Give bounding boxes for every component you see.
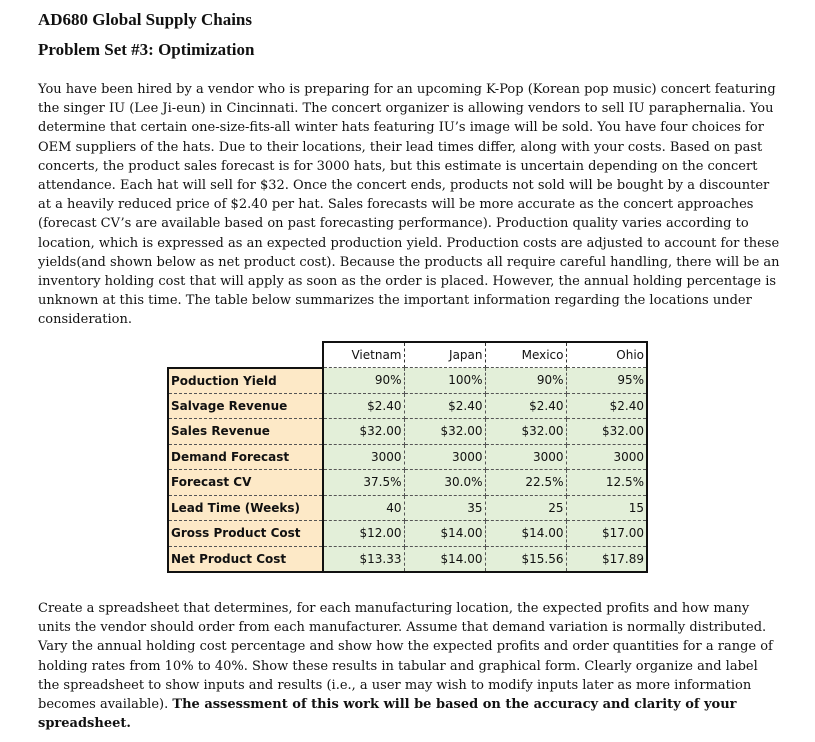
table-cell: 3000	[323, 444, 404, 470]
table-body	[168, 368, 647, 572]
table-cell: 37.5%	[323, 470, 404, 496]
table-cell: 12.5%	[566, 470, 647, 496]
table-cell: $17.89	[566, 546, 647, 572]
column-header-ohio: Ohio	[566, 342, 647, 368]
row-label: Forecast CV	[168, 470, 323, 496]
document-title: AD680 Global Supply Chains	[38, 10, 252, 29]
table-cell: 90%	[323, 368, 404, 394]
table-row	[168, 444, 647, 470]
row-label: Poduction Yield	[168, 368, 323, 394]
intro-paragraph: You have been hired by a vendor who is preparing for an upcoming K-Pop (Korean pop music) concert featuring the singer IU (Lee Ji-eun) in Cincinnati. The concert organizer is allowing vendors to sell IU paraphernalia. You determine that certain one-size-fits-all winter hats featuring IU’s image will be sold. You have four choices for OEM suppliers of the hats. Due to their locations, their lead times differ, along with your costs. Based on past concerts, the product sales forecast is for 3000 hats, but this estimate is uncertain depending on the concert attendance. Each hat will sell for $32. Once the concert ends, products not sold will be bought by a discounter at a heavily reduced price of $2.40 per hat. Sales forecasts will be more accurate as the concert approaches (forecast CV’s are available based on past forecasting performance). Production quality varies according to location, which is expressed as an expected production yield. Production costs are adjusted to account for these yields(and shown below as net product cost). Because the products all require careful handling, there will be an inventory holding cost that will apply as soon as the order is placed. However, the annual holding percentage is unknown at this time. The table below summarizes the important information regarding the locations under consideration.	[38, 82, 780, 328]
table-cell: 3000	[566, 444, 647, 470]
table-row	[168, 470, 647, 496]
table-cell: $32.00	[485, 419, 566, 445]
table-row	[168, 368, 647, 394]
table-cell: 90%	[485, 368, 566, 394]
row-label: Net Product Cost	[168, 546, 323, 572]
table-cell: $2.40	[404, 393, 485, 419]
row-label: Lead Time (Weeks)	[168, 495, 323, 521]
location-data-table	[167, 341, 648, 573]
row-label: Gross Product Cost	[168, 521, 323, 547]
column-header-vietnam: Vietnam	[323, 342, 404, 368]
table-cell: 35	[404, 495, 485, 521]
table-cell: 22.5%	[485, 470, 566, 496]
table-row	[168, 495, 647, 521]
table-cell: 15	[566, 495, 647, 521]
column-header-mexico: Mexico	[485, 342, 566, 368]
table-cell: $12.00	[323, 521, 404, 547]
column-header-japan: Japan	[404, 342, 485, 368]
table-cell: 100%	[404, 368, 485, 394]
table-cell: $2.40	[323, 393, 404, 419]
table-cell: 3000	[485, 444, 566, 470]
table-cell: $32.00	[566, 419, 647, 445]
table-row	[168, 521, 647, 547]
table-cell: $2.40	[566, 393, 647, 419]
table-cell: $14.00	[404, 521, 485, 547]
table-row	[168, 419, 647, 445]
table-cell: 95%	[566, 368, 647, 394]
row-label: Salvage Revenue	[168, 393, 323, 419]
table-cell: 3000	[404, 444, 485, 470]
closing-paragraph	[38, 599, 783, 733]
table-cell: $14.00	[485, 521, 566, 547]
closing-bold-text: The assessment of this work will be based on the accuracy and clarity of your spreadsheet.	[38, 697, 737, 732]
table-cell: $14.00	[404, 546, 485, 572]
table-cell: $15.56	[485, 546, 566, 572]
table-row	[168, 393, 647, 419]
table-header-row	[168, 342, 647, 368]
table-cell: $13.33	[323, 546, 404, 572]
table-cell: 25	[485, 495, 566, 521]
table-cell: 30.0%	[404, 470, 485, 496]
header-corner	[168, 342, 323, 368]
table-cell: $32.00	[323, 419, 404, 445]
table-cell: $17.00	[566, 521, 647, 547]
table-cell: $32.00	[404, 419, 485, 445]
row-label: Demand Forecast	[168, 444, 323, 470]
table-cell: 40	[323, 495, 404, 521]
row-label: Sales Revenue	[168, 419, 323, 445]
closing-text: Create a spreadsheet that determines, for each manufacturing location, the expected profits and how many units the vendor should order from each manufacturer. Assume that demand variation is normally distributed. Vary the annual holding cost percentage and show how the expected profits and order quantities for a range of holding rates from 10% to 40%. Show these results in tabular and graphical form. Clearly organize and label the spreadsheet to show inputs and results (i.e., a user may wish to modify inputs later as more information becomes available).	[38, 601, 773, 713]
table-cell: $2.40	[485, 393, 566, 419]
table-row	[168, 546, 647, 572]
document-subtitle: Problem Set #3: Optimization	[38, 40, 255, 59]
